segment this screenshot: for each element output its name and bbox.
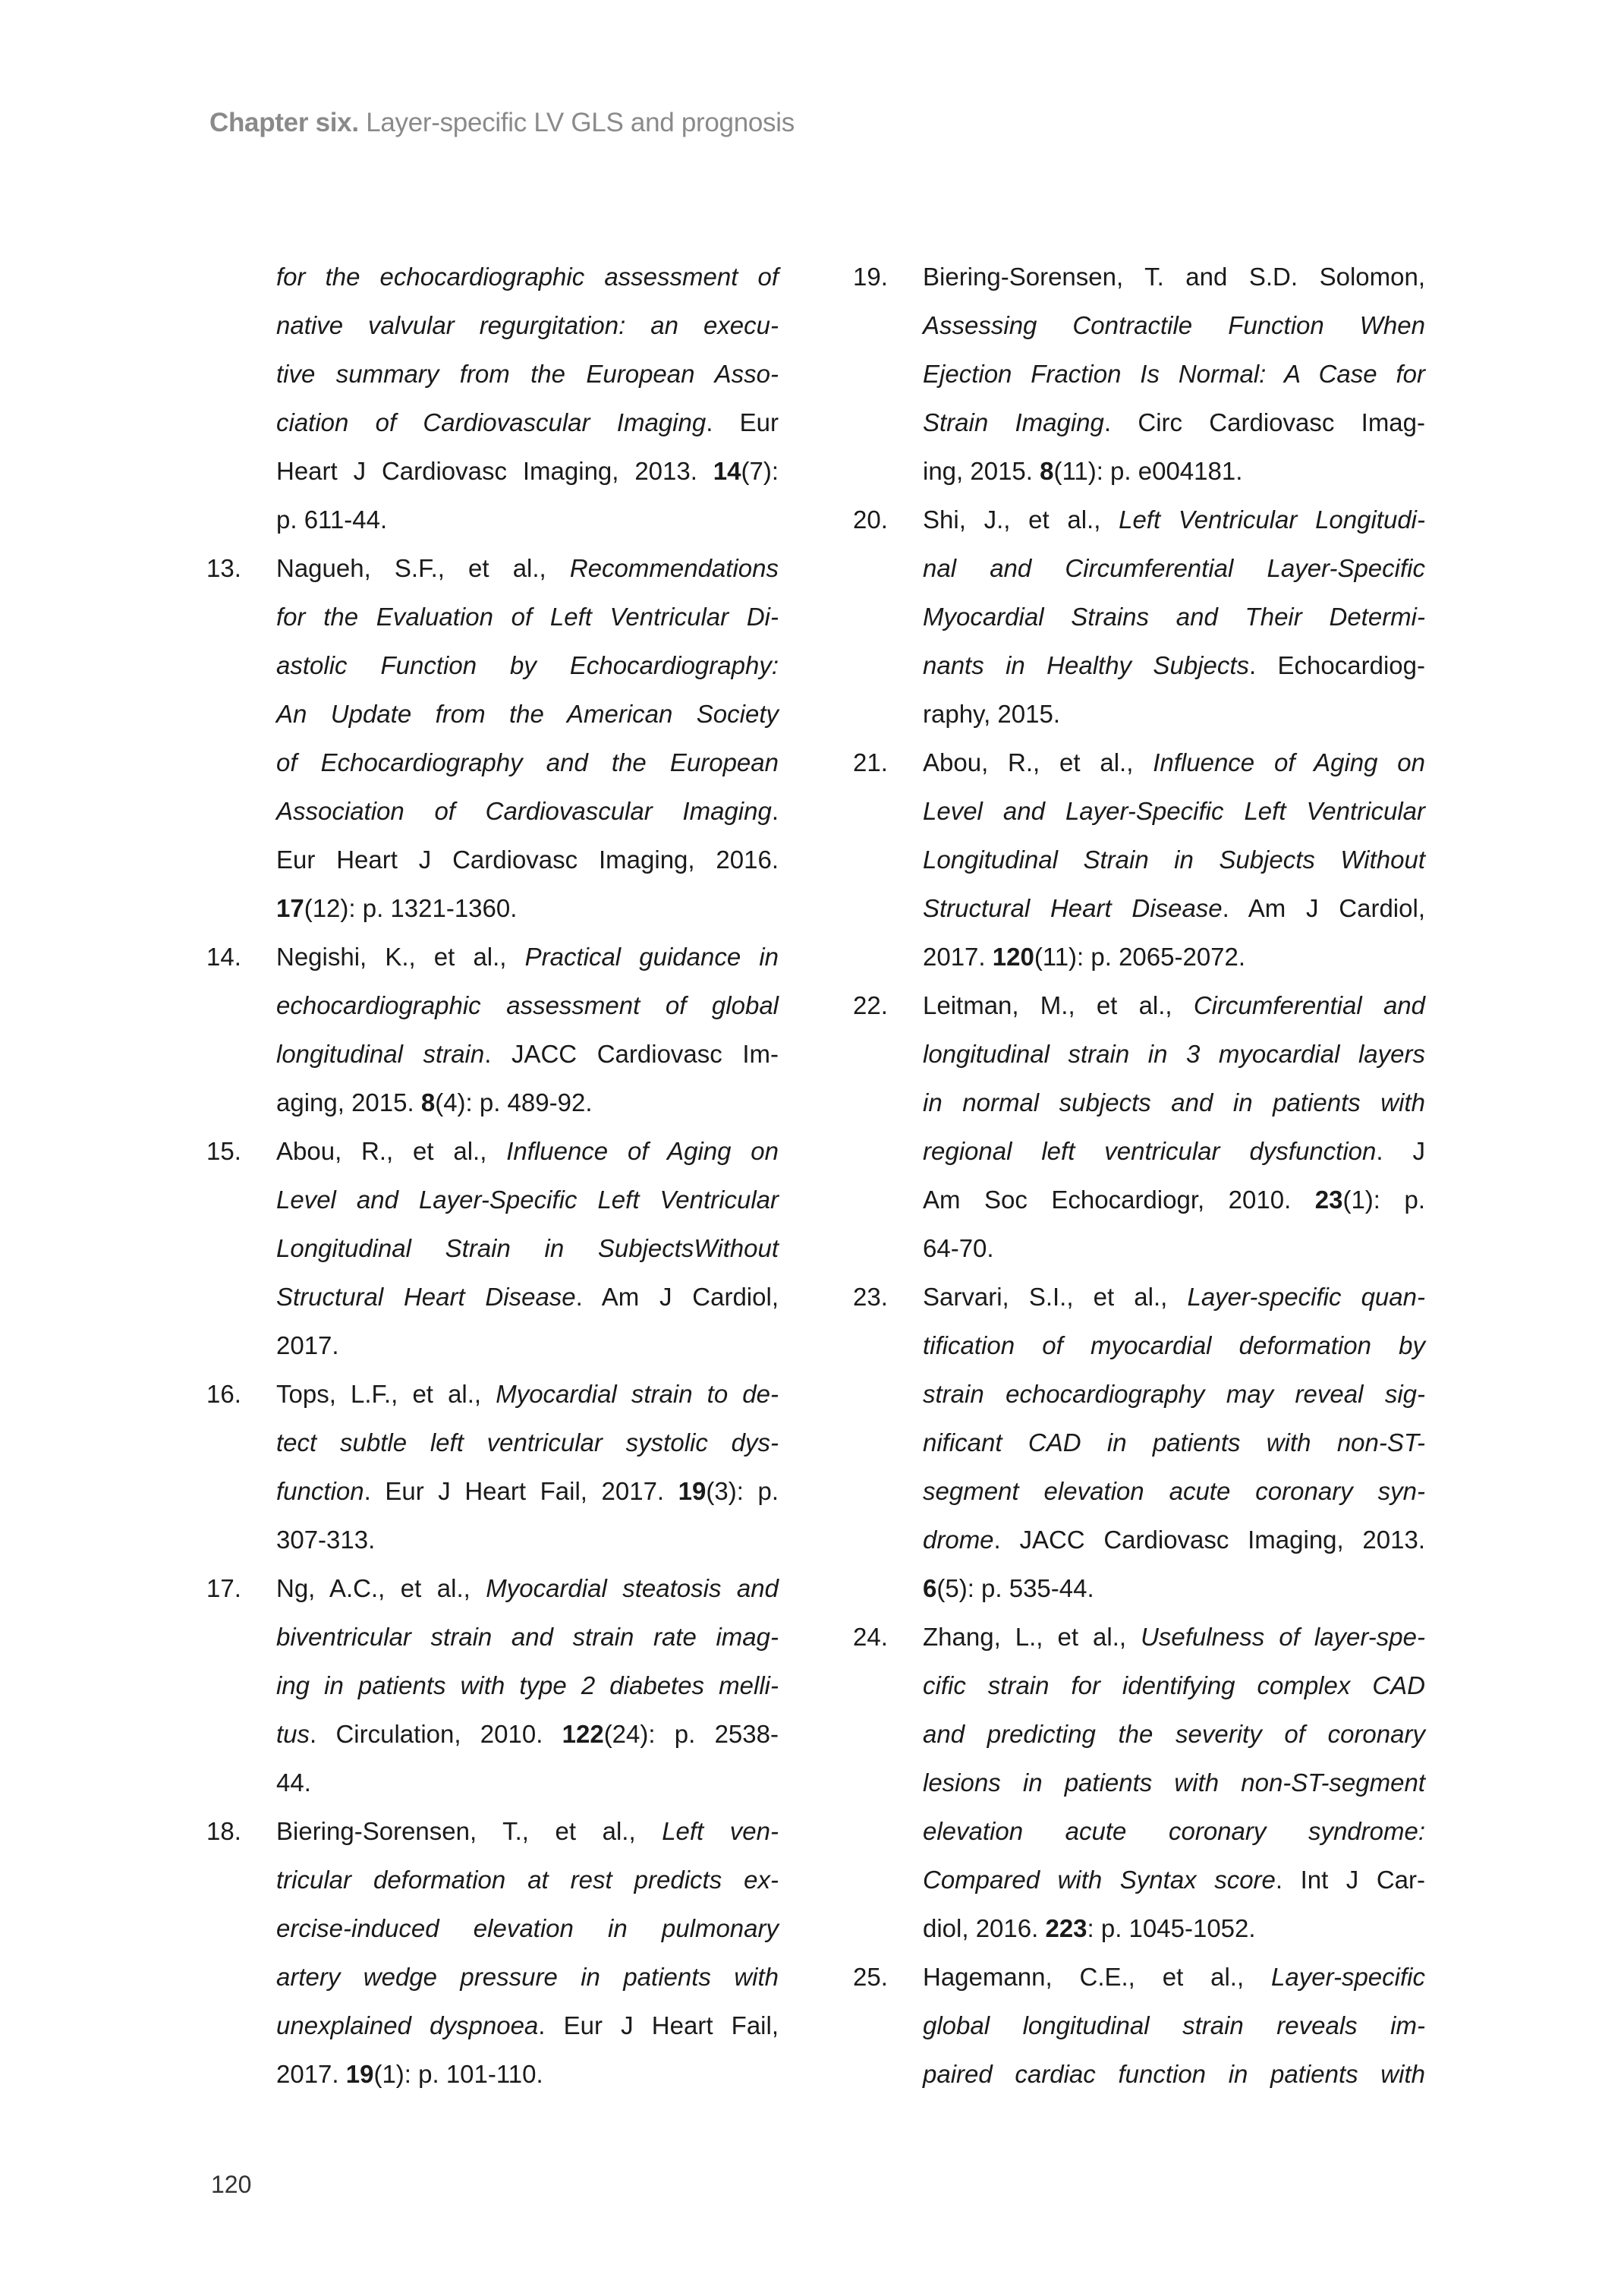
reference-title: Level and Layer-Specific Left Ventricular — [923, 797, 1425, 825]
reference-line — [923, 1516, 1425, 1564]
reference-text: Eur Heart J Cardiovasc Imaging, 2016. — [276, 846, 779, 874]
reference-volume: 120 — [992, 943, 1034, 971]
reference-title: ercise-induced elevation in pulmonary — [276, 1914, 779, 1942]
reference-column-left — [206, 253, 889, 2099]
reference-title: nal and Circumferential Layer-Specific — [923, 554, 1425, 582]
reference-volume: 14 — [713, 457, 741, 485]
reference-line — [923, 350, 1425, 398]
reference-line — [276, 301, 779, 350]
reference-line — [923, 1904, 1425, 1953]
reference-line — [276, 496, 779, 544]
reference-line — [923, 1661, 1425, 1710]
reference-line — [923, 1370, 1425, 1419]
reference-line — [276, 593, 779, 641]
reference-line — [923, 1079, 1425, 1127]
reference-title: Circumferential and — [1193, 991, 1426, 1019]
reference-text: . Eur J Heart Fail, 2017. — [364, 1477, 678, 1505]
reference-entry — [853, 739, 1536, 981]
reference-title: Strain Imaging — [923, 408, 1104, 436]
reference-text: . Eur — [706, 408, 779, 436]
reference-title: biventricular strain and strain rate imag- — [276, 1623, 779, 1651]
reference-title: artery wedge pressure in patients with — [276, 1963, 779, 1991]
reference-line — [923, 1759, 1425, 1807]
reference-title: Compared with Syntax score — [923, 1866, 1276, 1894]
reference-text: Leitman, M., et al., — [923, 991, 1194, 1019]
reference-text: 307-313. — [276, 1526, 376, 1554]
reference-line — [276, 836, 779, 884]
reference-text: Negishi, K., et al., — [276, 943, 525, 971]
reference-line — [276, 1273, 779, 1321]
reference-line — [276, 2050, 779, 2099]
reference-title: Influence of Aging on — [506, 1137, 779, 1165]
reference-line — [276, 739, 779, 787]
reference-line — [923, 1224, 1425, 1273]
reference-title: elevation acute coronary syndrome: — [923, 1817, 1425, 1845]
reference-line — [276, 1030, 779, 1079]
reference-title: nants in Healthy Subjects — [923, 651, 1249, 679]
reference-text: . Int J Car- — [1275, 1866, 1425, 1894]
reference-volume: 17 — [276, 894, 304, 922]
reference-text: . Am J Cardiol, — [1222, 894, 1425, 922]
reference-line — [923, 1321, 1425, 1370]
reference-title: function — [276, 1477, 364, 1505]
reference-line — [923, 1030, 1425, 1079]
reference-line — [276, 690, 779, 739]
reference-text: . Echocardiog- — [1249, 651, 1425, 679]
reference-line — [276, 1176, 779, 1224]
reference-text: Nagueh, S.F., et al., — [276, 554, 570, 582]
reference-line — [923, 884, 1425, 933]
reference-text: . Circulation, 2010. — [310, 1720, 562, 1748]
reference-title: cific strain for identifying complex CAD — [923, 1671, 1425, 1699]
reference-text: 2017. — [276, 1331, 339, 1359]
reference-title: Practical guidance in — [524, 943, 779, 971]
reference-entry — [853, 1953, 1536, 2099]
reference-line — [923, 447, 1425, 496]
reference-text: Abou, R., et al., — [923, 748, 1153, 776]
reference-volume: 8 — [420, 1088, 436, 1116]
reference-number: 21. — [853, 748, 888, 776]
reference-number: 20. — [853, 505, 888, 534]
reference-line — [276, 1613, 779, 1661]
reference-number: 14. — [206, 943, 241, 971]
reference-line — [276, 544, 779, 593]
reference-title: Recommendations — [569, 554, 779, 582]
reference-volume: 6 — [923, 1574, 937, 1602]
reference-text: (4): p. 489-92. — [435, 1088, 593, 1116]
reference-title: of Echocardiography and the European — [276, 748, 779, 776]
reference-line — [923, 1176, 1425, 1224]
reference-number: 13. — [206, 554, 241, 582]
reference-line — [276, 1321, 779, 1370]
reference-title: in normal subjects and in patients with — [923, 1088, 1425, 1116]
reference-title: Layer-specific — [1271, 1963, 1425, 1991]
reference-title: Structural Heart Disease — [276, 1283, 576, 1311]
reference-volume: 23 — [1314, 1186, 1343, 1214]
reference-entry — [853, 253, 1536, 496]
reference-line — [923, 981, 1425, 1030]
reference-title: Assessing Contractile Function When — [923, 311, 1425, 339]
reference-line — [923, 1710, 1425, 1759]
reference-text: (7): — [741, 457, 779, 485]
reference-line — [923, 1127, 1425, 1176]
reference-title: drome — [923, 1526, 994, 1554]
reference-line — [276, 884, 779, 933]
reference-title: Longitudinal Strain in SubjectsWithout — [276, 1234, 779, 1262]
reference-title: Ejection Fraction Is Normal: A Case for — [923, 360, 1425, 388]
reference-title: longitudinal strain in 3 myocardial layers — [923, 1040, 1425, 1068]
reference-entry — [206, 1370, 889, 1564]
reference-title: tect subtle left ventricular systolic dys- — [276, 1428, 779, 1457]
reference-text: (3): p. — [706, 1477, 779, 1505]
reference-line — [276, 641, 779, 690]
reference-text: (11): p. 2065-2072. — [1034, 943, 1246, 971]
reference-text: . Circ Cardiovasc Imag- — [1103, 408, 1426, 436]
reference-text: (1): p. 101-110. — [373, 2060, 543, 2088]
reference-text: Ng, A.C., et al., — [276, 1574, 486, 1602]
reference-line — [276, 1467, 779, 1516]
reference-title: Myocardial Strains and Their Determi- — [923, 603, 1425, 631]
reference-title: Structural Heart Disease — [923, 894, 1223, 922]
running-header — [209, 108, 795, 138]
reference-line — [276, 1079, 779, 1127]
reference-line — [276, 1419, 779, 1467]
reference-title: Left Ventricular Longitudi- — [1119, 505, 1426, 534]
reference-volume: 8 — [1040, 457, 1054, 485]
reference-entry — [853, 1613, 1536, 1953]
reference-entry — [206, 1127, 889, 1370]
reference-text: (5): p. 535-44. — [936, 1574, 1094, 1602]
reference-title: Level and Layer-Specific Left Ventricular — [276, 1186, 779, 1214]
reference-text: ing, 2015. — [923, 457, 1040, 485]
chapter-title: Layer-specific LV GLS and prognosis — [366, 108, 795, 137]
reference-text: (24): p. 2538- — [603, 1720, 779, 1748]
reference-line — [276, 1661, 779, 1710]
reference-text: raphy, 2015. — [923, 700, 1061, 728]
reference-line — [923, 593, 1425, 641]
reference-line — [276, 1807, 779, 1856]
reference-text: 2017. — [276, 2060, 346, 2088]
reference-title: tus — [276, 1720, 310, 1748]
reference-title: astolic Function by Echocardiography: — [276, 651, 779, 679]
reference-title: tricular deformation at rest predicts ex- — [276, 1866, 779, 1894]
reference-title: Usefulness of layer-spe- — [1141, 1623, 1425, 1651]
reference-line — [276, 2001, 779, 2050]
reference-number: 24. — [853, 1623, 888, 1651]
reference-title: paired cardiac function in patients with — [923, 2060, 1425, 2088]
reference-text: aging, 2015. — [276, 1088, 421, 1116]
reference-text: Abou, R., et al., — [276, 1137, 507, 1165]
reference-title: tification of myocardial deformation by — [923, 1331, 1425, 1359]
reference-title: Left ven- — [662, 1817, 779, 1845]
reference-title: Influence of Aging on — [1153, 748, 1426, 776]
reference-line — [923, 739, 1425, 787]
reference-title: Longitudinal Strain in Subjects Without — [923, 846, 1425, 874]
page-number: 120 — [211, 2171, 252, 2198]
reference-title: ciation of Cardiovascular Imaging — [276, 408, 707, 436]
reference-line — [923, 1807, 1425, 1856]
reference-title: segment elevation acute coronary syn- — [923, 1477, 1425, 1505]
reference-line — [276, 1370, 779, 1419]
reference-line — [923, 836, 1425, 884]
reference-text: 64-70. — [923, 1234, 994, 1262]
reference-line — [923, 496, 1425, 544]
reference-title: tive summary from the European Asso- — [276, 360, 779, 388]
reference-entry — [206, 933, 889, 1127]
reference-text: Hagemann, C.E., et al., — [923, 1963, 1272, 1991]
reference-title: nificant CAD in patients with non-ST- — [923, 1428, 1425, 1457]
reference-title: strain echocardiography may reveal sig- — [923, 1380, 1425, 1408]
reference-title: for the Evaluation of Left Ventricular Di- — [276, 603, 779, 631]
reference-line — [276, 1224, 779, 1273]
reference-text: diol, 2016. — [923, 1914, 1046, 1942]
reference-text: Biering-Sorensen, T. and S.D. Solomon, — [923, 263, 1425, 291]
reference-title: Myocardial strain to de- — [496, 1380, 779, 1408]
reference-line — [923, 1564, 1425, 1613]
reference-line — [276, 253, 779, 301]
reference-title: longitudinal strain — [276, 1040, 485, 1068]
reference-line — [923, 933, 1425, 981]
reference-text: Am Soc Echocardiogr, 2010. — [923, 1186, 1315, 1214]
reference-line — [923, 787, 1425, 836]
reference-number: 23. — [853, 1283, 888, 1311]
reference-text: . Am J Cardiol, — [575, 1283, 779, 1311]
reference-text: . Eur J Heart Fail, — [538, 2011, 779, 2039]
reference-title: and predicting the severity of coronary — [923, 1720, 1425, 1748]
reference-number: 25. — [853, 1963, 888, 1991]
reference-title: echocardiographic assessment of global — [276, 991, 779, 1019]
reference-line — [923, 544, 1425, 593]
reference-line — [276, 1953, 779, 2001]
reference-text: p. 611-44. — [276, 505, 388, 534]
reference-line — [276, 1904, 779, 1953]
reference-title: Association of Cardiovascular Imaging — [276, 797, 772, 825]
reference-text: 2017. — [923, 943, 993, 971]
reference-line — [923, 301, 1425, 350]
reference-text: 44. — [276, 1768, 311, 1797]
reference-text: . J — [1376, 1137, 1425, 1165]
reference-text: . — [771, 797, 779, 825]
reference-line — [276, 398, 779, 447]
reference-title: for the echocardiographic assessment of — [276, 263, 779, 291]
reference-text: (12): p. 1321-1360. — [304, 894, 518, 922]
reference-number: 16. — [206, 1380, 241, 1408]
reference-line — [923, 2050, 1425, 2099]
reference-line — [276, 933, 779, 981]
reference-entry — [853, 1273, 1536, 1613]
reference-line — [276, 787, 779, 836]
reference-number: 15. — [206, 1137, 241, 1165]
reference-volume: 223 — [1045, 1914, 1087, 1942]
reference-line — [923, 1419, 1425, 1467]
reference-line — [923, 253, 1425, 301]
reference-entry — [206, 1807, 889, 2099]
reference-line — [923, 1467, 1425, 1516]
reference-line — [923, 641, 1425, 690]
reference-line — [923, 690, 1425, 739]
reference-column-right — [853, 253, 1536, 2099]
reference-text: (11): p. e004181. — [1053, 457, 1243, 485]
chapter-label: Chapter six. — [209, 108, 359, 137]
reference-text: Shi, J., et al., — [923, 505, 1119, 534]
reference-title: ing in patients with type 2 diabetes melli- — [276, 1671, 779, 1699]
reference-line — [276, 1127, 779, 1176]
reference-entry — [853, 981, 1536, 1273]
reference-text: Biering-Sorensen, T., et al., — [276, 1817, 663, 1845]
reference-line — [276, 1516, 779, 1564]
reference-title: regional left ventricular dysfunction — [923, 1137, 1377, 1165]
reference-line — [276, 1759, 779, 1807]
reference-entry — [206, 544, 889, 933]
reference-line — [276, 981, 779, 1030]
reference-text: Sarvari, S.I., et al., — [923, 1283, 1188, 1311]
reference-title: unexplained dyspnoea — [276, 2011, 539, 2039]
reference-line — [276, 1710, 779, 1759]
reference-line — [923, 2001, 1425, 2050]
reference-number: 19. — [853, 263, 888, 291]
reference-volume: 122 — [562, 1720, 604, 1748]
reference-line — [923, 1856, 1425, 1904]
reference-text: Zhang, L., et al., — [923, 1623, 1141, 1651]
reference-title: lesions in patients with non-ST-segment — [923, 1768, 1425, 1797]
reference-entry — [206, 253, 889, 544]
reference-title: global longitudinal strain reveals im- — [923, 2011, 1425, 2039]
reference-title: Layer-specific quan- — [1187, 1283, 1425, 1311]
reference-title: native valvular regurgitation: an execu- — [276, 311, 779, 339]
reference-line — [276, 447, 779, 496]
reference-text: . JACC Cardiovasc Im- — [484, 1040, 779, 1068]
reference-line — [276, 350, 779, 398]
reference-line — [923, 1613, 1425, 1661]
reference-text: Tops, L.F., et al., — [276, 1380, 496, 1408]
reference-line — [276, 1564, 779, 1613]
reference-line — [276, 1856, 779, 1904]
reference-number: 17. — [206, 1574, 241, 1602]
reference-volume: 19 — [345, 2060, 374, 2088]
reference-number: 18. — [206, 1817, 241, 1845]
reference-entry — [853, 496, 1536, 739]
reference-text: Heart J Cardiovasc Imaging, 2013. — [276, 457, 713, 485]
reference-entry — [206, 1564, 889, 1807]
reference-line — [923, 398, 1425, 447]
reference-text: . JACC Cardiovasc Imaging, 2013. — [993, 1526, 1425, 1554]
reference-number: 22. — [853, 991, 888, 1019]
reference-volume: 19 — [678, 1477, 707, 1505]
reference-line — [923, 1273, 1425, 1321]
reference-title: Myocardial steatosis and — [486, 1574, 779, 1602]
reference-line — [923, 1953, 1425, 2001]
reference-title: An Update from the American Society — [276, 700, 779, 728]
reference-text: : p. 1045-1052. — [1087, 1914, 1256, 1942]
reference-text: (1): p. — [1342, 1186, 1425, 1214]
